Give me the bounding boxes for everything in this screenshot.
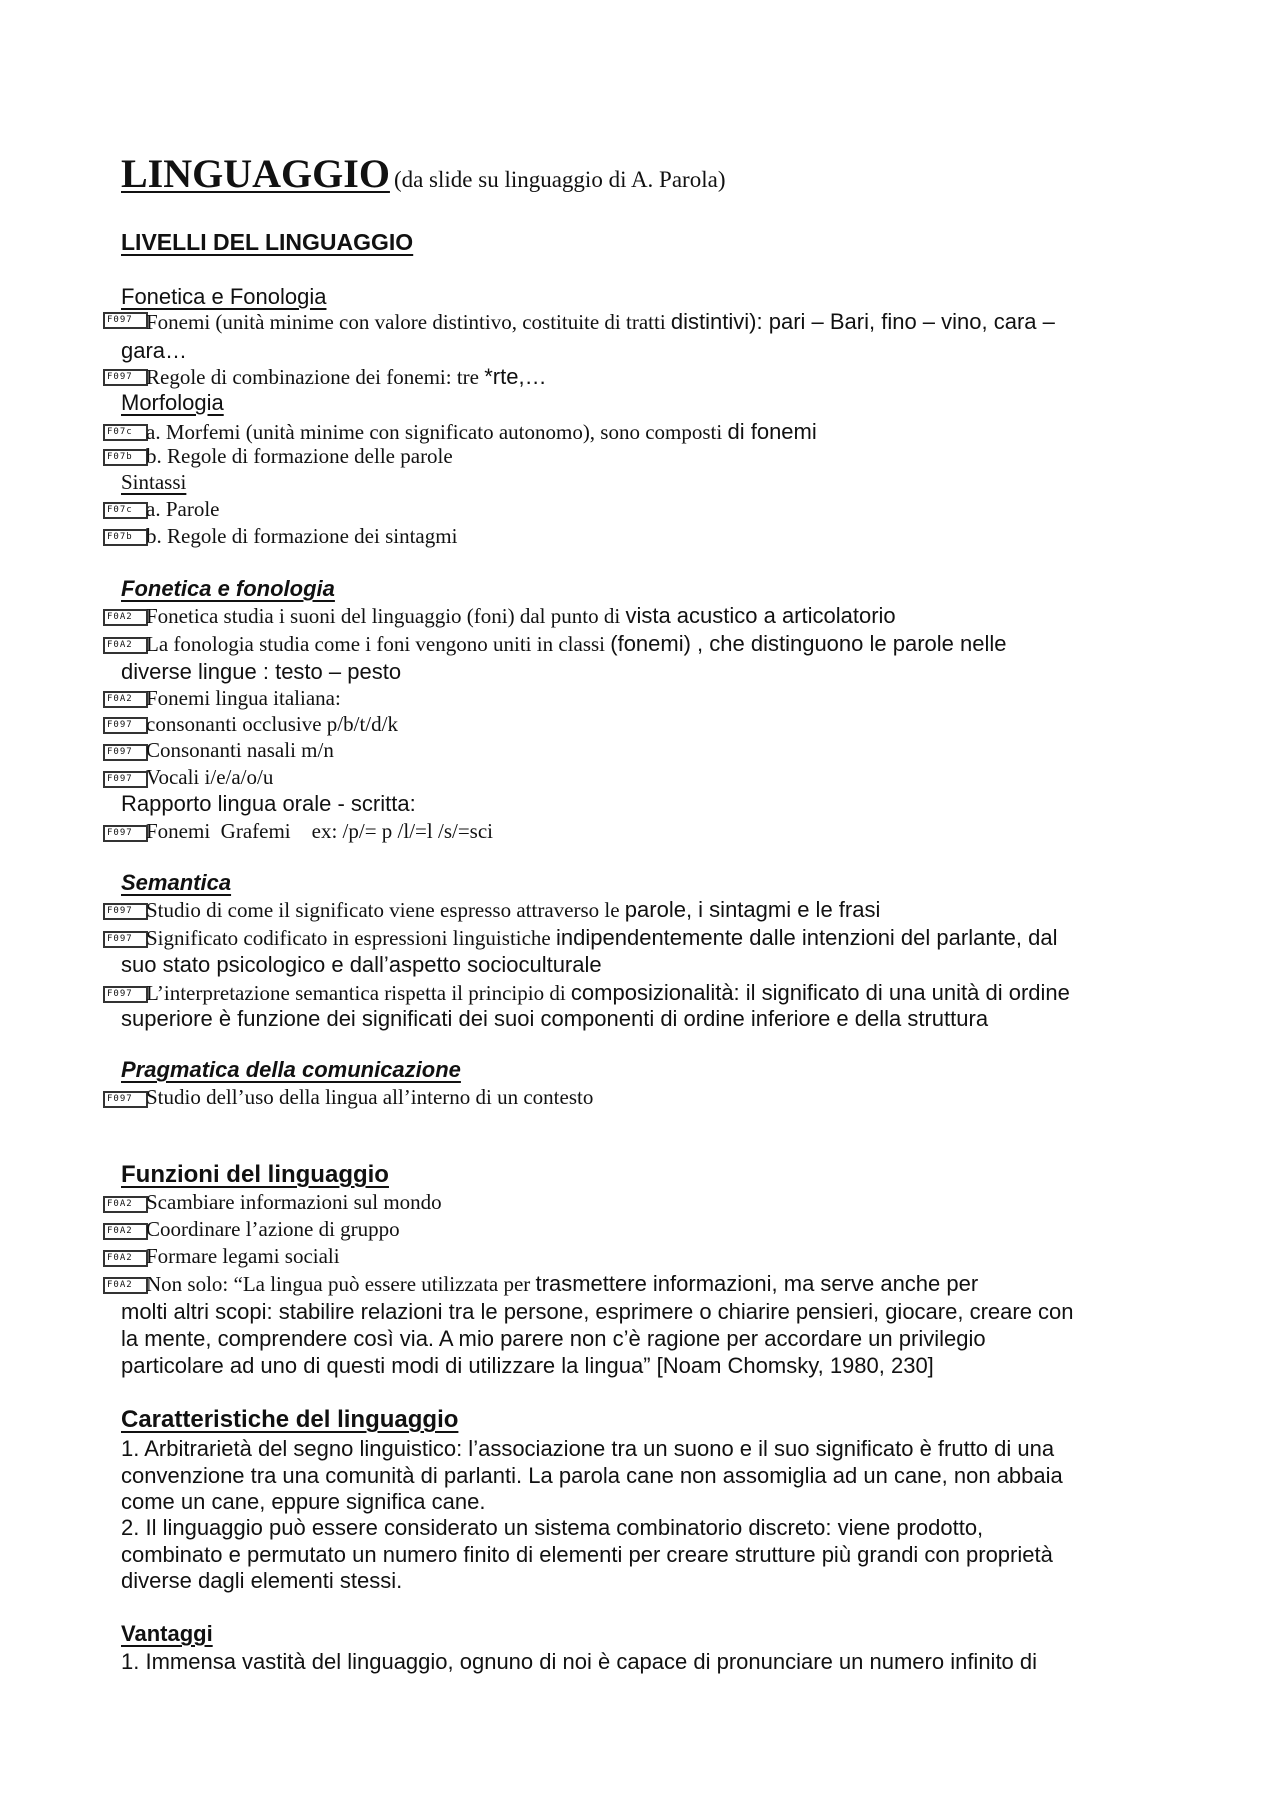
list-item: Vocali i/e/a/o/u: [146, 765, 274, 789]
list-item: Regole di combinazione dei fonemi: tre *rte,…: [146, 364, 547, 389]
bullet-glyph-box: F07b: [103, 449, 148, 466]
bullet-glyph-box: F0A2: [103, 637, 148, 654]
bullet-glyph-box: F07b: [103, 529, 148, 546]
section-heading-vantaggi: Vantaggi: [121, 1621, 213, 1646]
paragraph-line: 1. Immensa vastità del linguaggio, ognuno di noi è capace di pronunciare un numero infinito di: [121, 1649, 1038, 1674]
bullet-glyph-box: F0A2: [103, 609, 148, 626]
subheading-sintassi: Sintassi: [121, 470, 187, 494]
paragraph-line: come un cane, eppure significa cane.: [121, 1489, 486, 1514]
list-item: Fonemi Grafemi ex: /p/= p /l/=l /s/=sci: [146, 819, 493, 843]
list-item-continuation: gara…: [121, 338, 188, 363]
list-item-continuation: molti altri scopi: stabilire relazioni tra le persone, esprimere o chiarire pensieri, giocare, creare con: [121, 1299, 1074, 1324]
list-item: b. Regole di formazione dei sintagmi: [146, 524, 458, 548]
list-item: Studio di come il significato viene espresso attraverso le parole, i sintagmi e le frasi: [146, 897, 881, 922]
list-item: Fonemi lingua italiana:: [146, 686, 341, 710]
list-item: Scambiare informazioni sul mondo: [146, 1190, 442, 1214]
paragraph-line: combinato e permutato un numero finito di elementi per creare strutture più grandi con proprietà: [121, 1542, 1053, 1567]
list-item-continuation: diverse lingue : testo – pesto: [121, 659, 402, 684]
list-item: Fonetica studia i suoni del linguaggio (foni) dal punto di vista acustico a articolatorio: [146, 603, 896, 628]
list-item: a. Parole: [146, 497, 220, 521]
bullet-glyph-box: F097: [103, 771, 148, 788]
page-title-line: [121, 151, 726, 196]
section-heading-caratteristiche: Caratteristiche del linguaggio: [121, 1406, 459, 1433]
bullet-glyph-box: F07c: [103, 502, 148, 519]
bullet-glyph-box: F07c: [103, 424, 148, 441]
paragraph-line: 2. Il linguaggio può essere considerato un sistema combinatorio discreto: viene prodotto,: [121, 1515, 984, 1540]
section-heading-livelli: LIVELLI DEL LINGUAGGIO: [121, 229, 414, 255]
bullet-glyph-box: F097: [103, 312, 148, 329]
page-subtitle: (da slide su linguaggio di A. Parola): [393, 167, 726, 192]
list-item-continuation: la mente, comprendere così via. A mio parere non c’è ragione per accordare un privilegio: [121, 1326, 986, 1351]
list-item: Non solo: “La lingua può essere utilizzata per trasmettere informazioni, ma serve anche per: [146, 1271, 979, 1296]
list-item: Coordinare l’azione di gruppo: [146, 1217, 400, 1241]
section-heading-pragmatica: Pragmatica della comunicazione: [121, 1057, 461, 1082]
bullet-glyph-box: F097: [103, 825, 148, 842]
page-title: LINGUAGGIO: [121, 151, 390, 196]
paragraph-line: 1. Arbitrarietà del segno linguistico: l’associazione tra un suono e il suo significato è frutto di una: [121, 1436, 1055, 1461]
list-item: b. Regole di formazione delle parole: [146, 444, 453, 468]
bullet-glyph-box: F0A2: [103, 1196, 148, 1213]
section-heading-semantica: Semantica: [121, 870, 232, 895]
list-item: La fonologia studia come i foni vengono uniti in classi (fonemi) , che distinguono le parole nelle: [146, 631, 1007, 656]
list-item: L’interpretazione semantica rispetta il principio di composizionalità: il significato di una unità di ordine: [146, 980, 1070, 1005]
subheading-morfologia: Morfologia: [121, 390, 224, 415]
paragraph-line: convenzione tra una comunità di parlanti. La parola cane non assomiglia ad un cane, non abbaia: [121, 1463, 1063, 1488]
list-item: Consonanti nasali m/n: [146, 738, 334, 762]
bullet-glyph-box: F0A2: [103, 1250, 148, 1267]
bullet-glyph-box: F097: [103, 986, 148, 1003]
bullet-glyph-box: F0A2: [103, 1223, 148, 1240]
list-item: Studio dell’uso della lingua all’interno di un contesto: [146, 1085, 594, 1109]
section-heading-fonetica: Fonetica e fonologia: [121, 576, 335, 601]
list-item-continuation: superiore è funzione dei significati dei suoi componenti di ordine inferiore e della struttura: [121, 1006, 989, 1031]
list-item: Formare legami sociali: [146, 1244, 340, 1268]
list-item: a. Morfemi (unità minime con significato autonomo), sono composti di fonemi: [146, 419, 817, 444]
bullet-glyph-box: F097: [103, 931, 148, 948]
list-item: consonanti occlusive p/b/t/d/k: [146, 712, 398, 736]
bullet-glyph-box: F097: [103, 369, 148, 386]
bullet-glyph-box: F097: [103, 903, 148, 920]
bullet-glyph-box: F097: [103, 1091, 148, 1108]
section-heading-funzioni: Funzioni del linguaggio: [121, 1161, 389, 1188]
bullet-glyph-box: F0A2: [103, 691, 148, 708]
bullet-glyph-box: F0A2: [103, 1277, 148, 1294]
paragraph-line: Rapporto lingua orale - scritta:: [121, 791, 416, 816]
list-item: Fonemi (unità minime con valore distintivo, costituite di tratti distintivi): pari – Bari, fino – vino, cara –: [146, 309, 1055, 334]
list-item-continuation: particolare ad uno di questi modi di utilizzare la lingua” [Noam Chomsky, 1980, 230]: [121, 1353, 934, 1378]
list-item-continuation: suo stato psicologico e dall’aspetto socioculturale: [121, 952, 602, 977]
bullet-glyph-box: F097: [103, 717, 148, 734]
bullet-glyph-box: F097: [103, 744, 148, 761]
list-item: Significato codificato in espressioni linguistiche indipendentemente dalle intenzioni del parlante, dal: [146, 925, 1058, 950]
subheading-fonetica-fonologia: Fonetica e Fonologia: [121, 284, 327, 309]
paragraph-line: diverse dagli elementi stessi.: [121, 1568, 403, 1593]
